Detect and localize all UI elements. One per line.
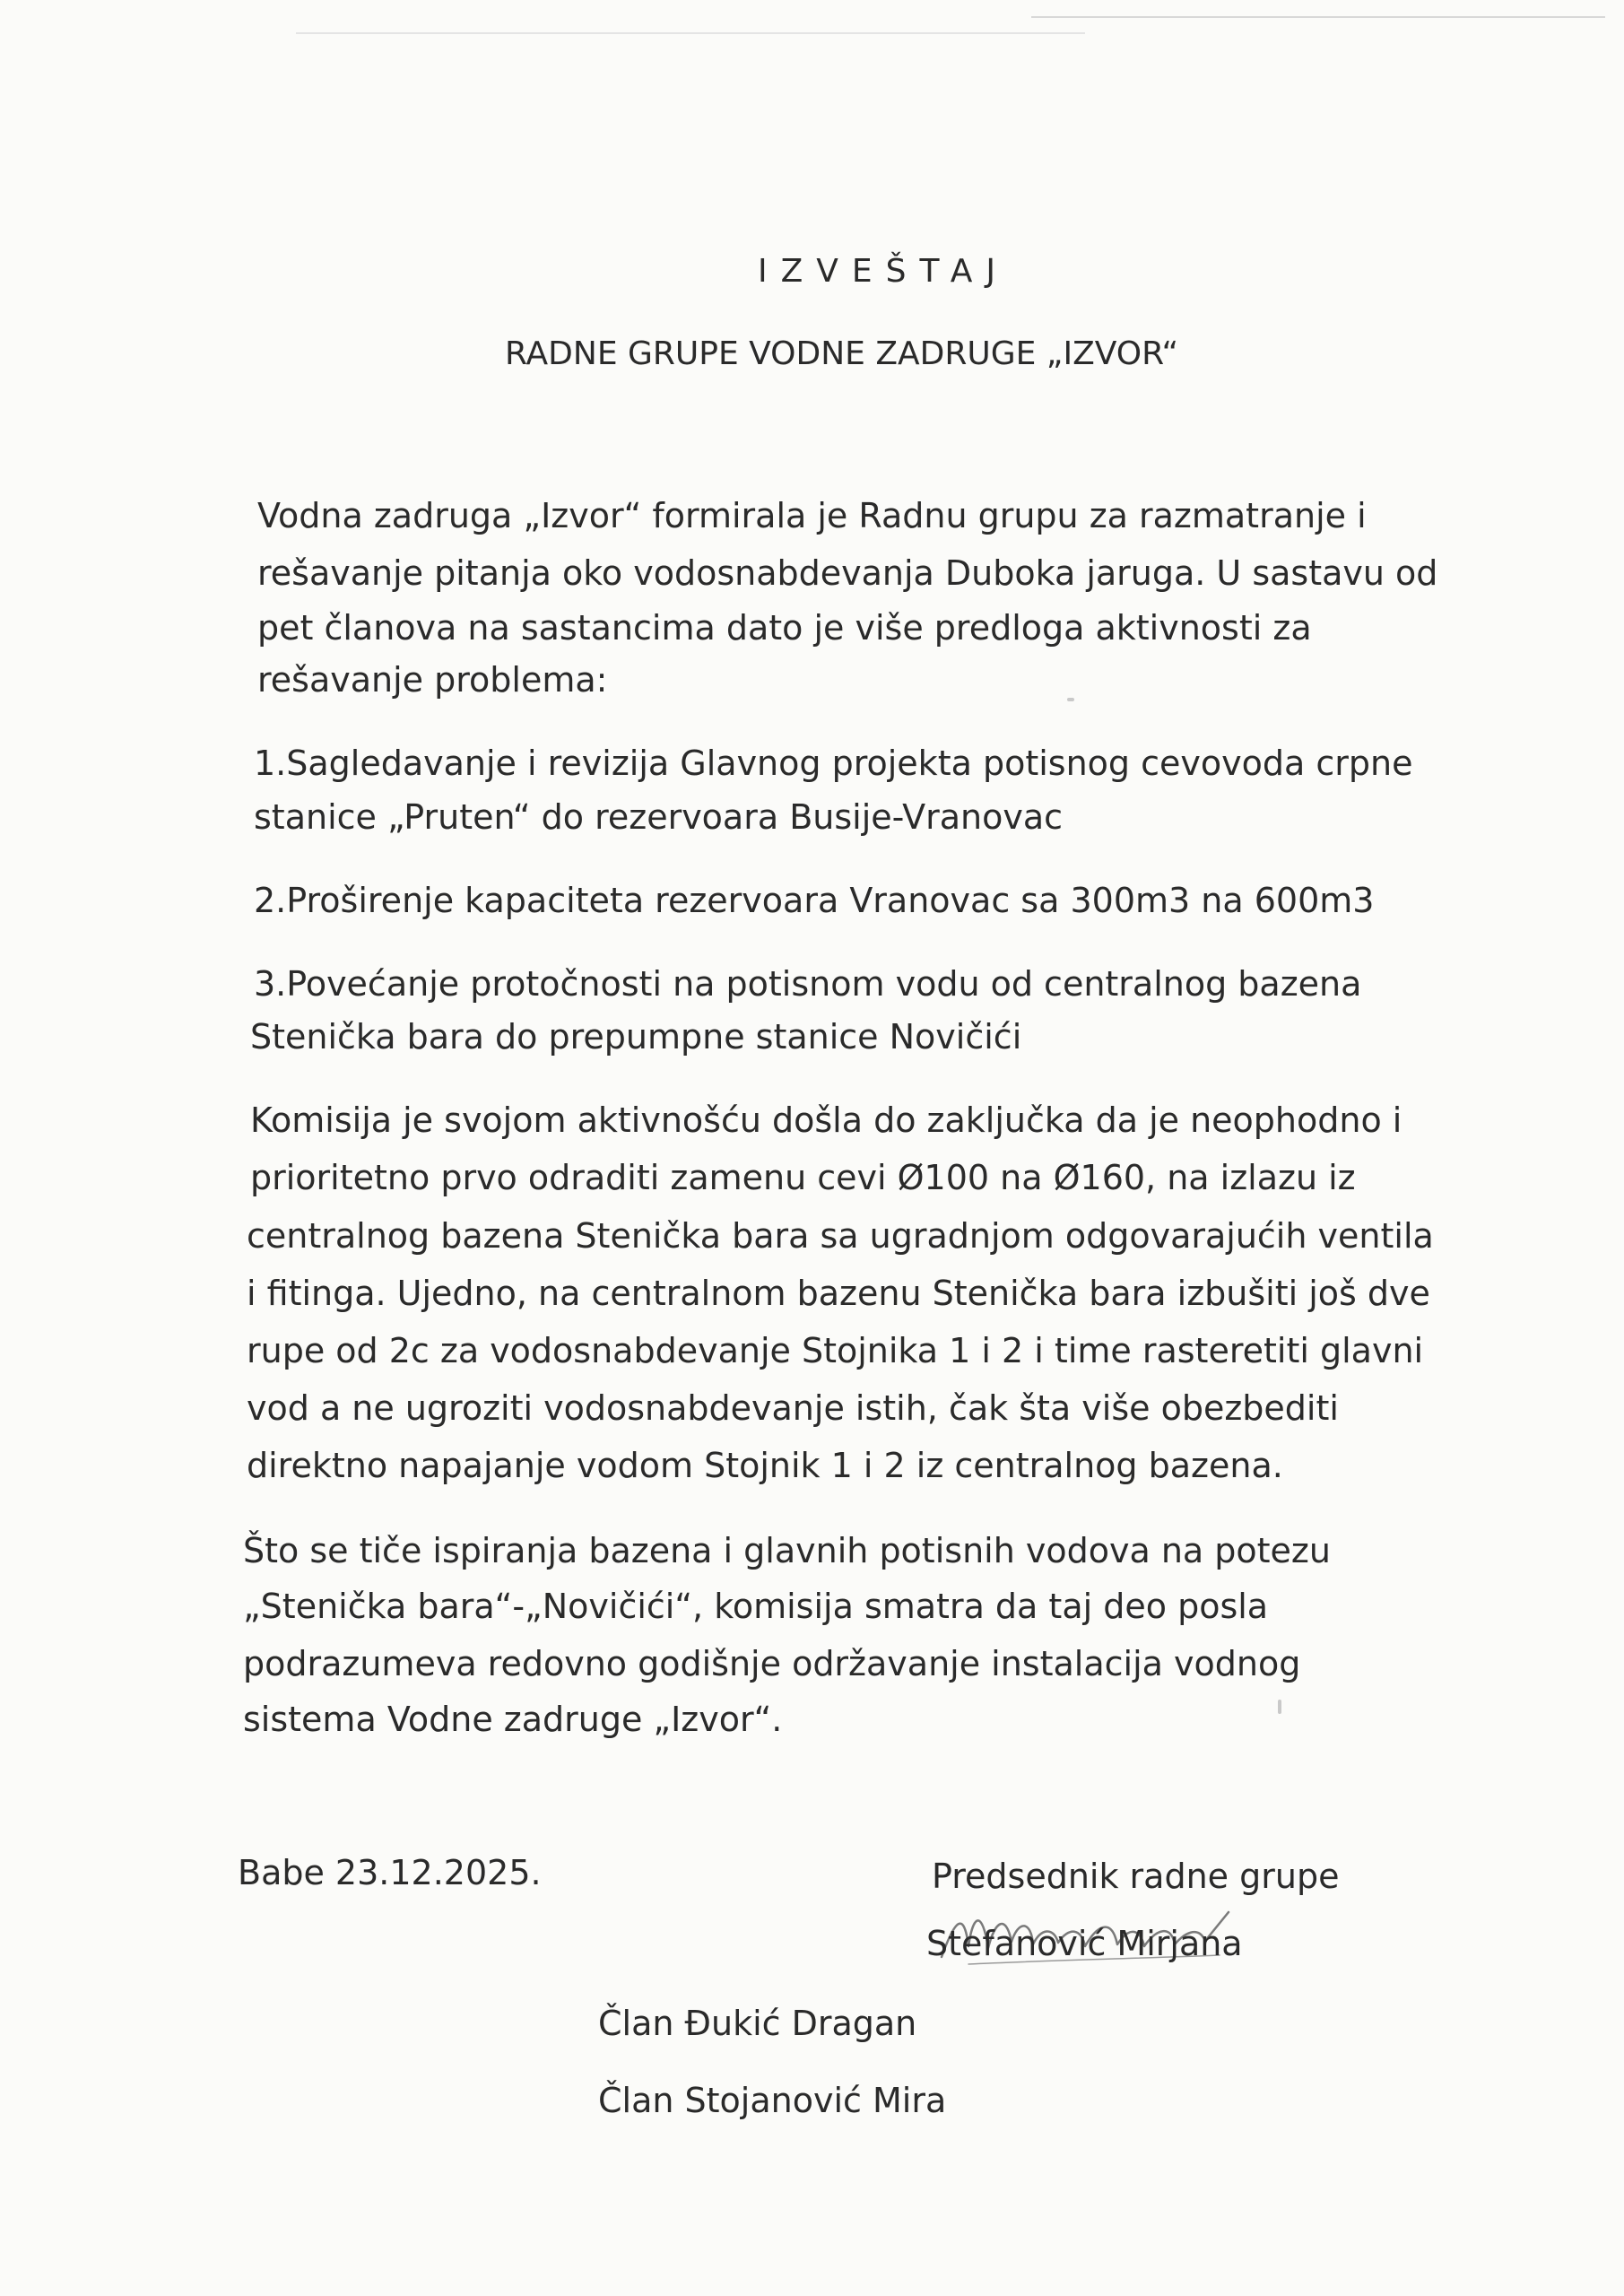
conclusion-line: rupe od 2c za vodosnabdevanje Stojnika 1 i 2 i time rasteretiti glavni xyxy=(247,1331,1424,1370)
document-subtitle: RADNE GRUPE VODNE ZADRUGE „IZVOR“ xyxy=(505,335,1179,372)
conclusion-line: prioritetno prvo odraditi zamenu cevi Ø100 na Ø160, na izlazu iz xyxy=(250,1158,1356,1197)
member-line: Član Stojanović Mira xyxy=(598,2081,947,2120)
scan-artifact-mark xyxy=(1067,698,1074,701)
item-2-line: 2.Proširenje kapaciteta rezervoara Vranovac sa 300m3 na 600m3 xyxy=(254,881,1375,920)
conclusion-line: centralnog bazena Stenička bara sa ugradnjom odgovarajućih ventila xyxy=(247,1216,1434,1256)
maintenance-line: „Stenička bara“-„Novičići“, komisija smatra da taj deo posla xyxy=(243,1587,1269,1626)
maintenance-line: Što se tiče ispiranja bazena i glavnih potisnih vodova na potezu xyxy=(243,1531,1331,1570)
intro-line: rešavanje problema: xyxy=(257,660,608,700)
intro-line: Vodna zadruga „Izvor“ formirala je Radnu grupu za razmatranje i xyxy=(257,496,1367,535)
maintenance-line: sistema Vodne zadruge „Izvor“. xyxy=(243,1700,783,1739)
item-1-line: stanice „Pruten“ do rezervoara Busije-Vranovac xyxy=(254,797,1064,837)
member-line: Član Đukić Dragan xyxy=(598,2004,917,2043)
president-name: Stefanović Mirjana xyxy=(926,1924,1243,1963)
conclusion-line: i fitinga. Ujedno, na centralnom bazenu Stenička bara izbušiti još dve xyxy=(247,1274,1430,1313)
scan-artifact-mark xyxy=(1278,1700,1281,1714)
item-1-line: 1.Sagledavanje i revizija Glavnog projekta potisnog cevovoda crpne xyxy=(254,744,1413,783)
place-date: Babe 23.12.2025. xyxy=(238,1853,542,1892)
scan-artifact-line xyxy=(296,32,1085,34)
document-title: IZVEŠTAJ xyxy=(758,253,1009,290)
scan-artifact-line xyxy=(1031,16,1605,18)
maintenance-line: podrazumeva redovno godišnje održavanje instalacija vodnog xyxy=(243,1644,1301,1683)
item-3-line: 3.Povećanje protočnosti na potisnom vodu od centralnog bazena xyxy=(254,964,1362,1004)
conclusion-line: direktno napajanje vodom Stojnik 1 i 2 iz centralnog bazena. xyxy=(247,1446,1283,1485)
item-3-line: Stenička bara do prepumpne stanice Novičići xyxy=(250,1017,1022,1057)
conclusion-line: Komisija je svojom aktivnošću došla do zaključka da je neophodno i xyxy=(250,1100,1403,1140)
conclusion-line: vod a ne ugroziti vodosnabdevanje istih, čak šta više obezbediti xyxy=(247,1388,1339,1428)
intro-line: rešavanje pitanja oko vodosnabdevanja Duboka jaruga. U sastavu od xyxy=(257,553,1438,593)
president-role: Predsednik radne grupe xyxy=(932,1857,1340,1896)
intro-line: pet članova na sastancima dato je više predloga aktivnosti za xyxy=(257,608,1312,648)
